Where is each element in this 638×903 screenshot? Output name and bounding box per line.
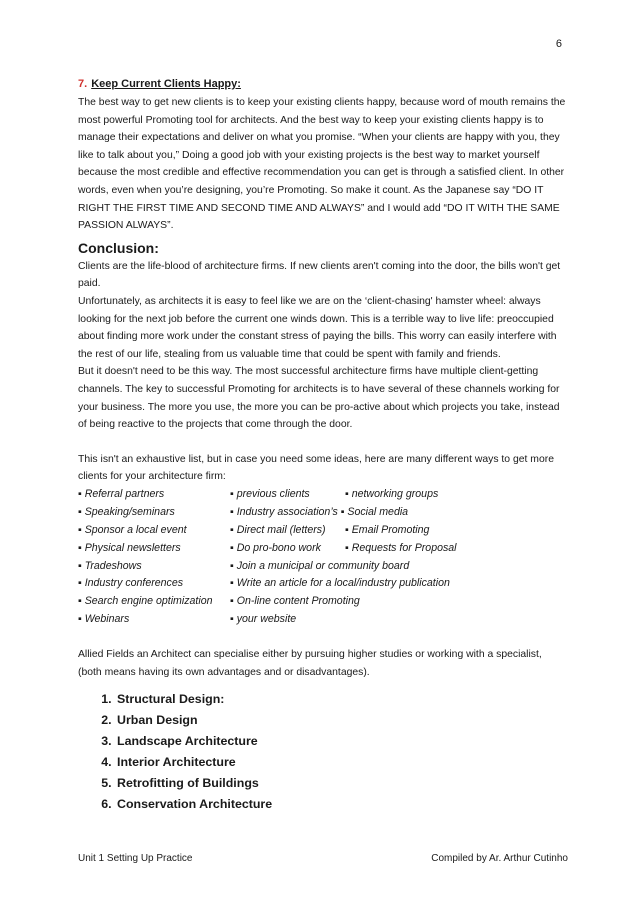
list-row [78, 540, 568, 558]
list-row [78, 522, 568, 540]
list-item: 2. Urban Design [115, 710, 568, 731]
list-item: ▪ Webinars [78, 613, 130, 626]
list-item: 4. Interior Architecture [115, 752, 568, 773]
list-row [78, 593, 568, 611]
list-item: 5. Retrofitting of Buildings [115, 773, 568, 794]
allied-fields-intro: Allied Fields an Architect can specialise either by pursuing higher studies or working with a specialist, (both means having its own advantages and or disadvantages). [78, 649, 542, 678]
list-row [78, 486, 568, 504]
list-item: ▪ Speaking/seminars [78, 505, 175, 518]
list-item: ▪ Email Promoting [345, 523, 430, 536]
list-item: 6. Conservation Architecture [115, 794, 568, 815]
list-row [78, 558, 568, 576]
list-item: ▪ Sponsor a local event [78, 523, 187, 536]
page-footer [78, 853, 568, 864]
list-item: ▪ Search engine optimization [78, 595, 213, 608]
list-item: ▪ On-line content Promoting [230, 595, 360, 608]
conclusion-paragraph-4: This isn't an exhaustive list, but in case you need some ideas, here are many different ways to get more clients for your architecture firm: [78, 453, 554, 483]
list-item: ▪ Industry conferences [78, 577, 184, 590]
list-item: ▪ Industry association’s ▪ Social media [230, 505, 409, 518]
list-item: ▪ Do pro-bono work [230, 541, 321, 554]
list-item: ▪ Join a municipal or community board [230, 559, 410, 572]
list-item: ▪ Write an article for a local/industry publication [230, 577, 450, 590]
list-row [78, 611, 568, 629]
client-ways-list [78, 486, 568, 629]
conclusion-paragraph-3: But it doesn't need to be this way. The most successful architecture firms have multiple client-getting channels. The key to successful Promoting for architects is to have several of these channels working for your business. The more you use, the more you can be pro-active about which projects you take, instead of being reactive to the projects that come through the door. [78, 366, 560, 431]
conclusion-paragraph-2: Unfortunately, as architects it is easy to feel like we are on the ‘client-chasing' hamster wheel: always looking for the next job before the current one winds down. This is a terrible way to live life: preoccupied about finding more work under the constant stress of paying the bills. This worry can easily interfere with the rest of our life, stealing from us valuable time that could be spent with family and friends. [78, 295, 557, 360]
conclusion-paragraph-1: Clients are the life-blood of architecture firms. If new clients aren't coming into the door, the bills won't get paid. [78, 260, 561, 290]
list-item: ▪ previous clients [230, 487, 310, 500]
section-7-number: 7. [78, 78, 88, 90]
list-row [78, 575, 568, 593]
list-item: ▪ Referral partners [78, 487, 165, 500]
list-item: 1. Structural Design: [115, 689, 568, 710]
section-7-title: Keep Current Clients Happy: [91, 78, 241, 90]
page-number: 6 [555, 38, 562, 50]
list-item: 3. Landscape Architecture [115, 731, 568, 752]
footer-left: Unit 1 Setting Up Practice [78, 853, 193, 864]
list-item: ▪ Physical newsletters [78, 541, 181, 554]
list-item: ▪ your website [230, 613, 297, 626]
section-7-paragraph: The best way to get new clients is to keep your existing clients happy, because word of mouth remains the most powerful Promoting tool for architects. And the best way to keep your existing clients happy is to manage their expectations and deliver on what you promise. “When your clients are happy with you, they like to talk about you,” Doing a good job with your existing projects is the best way to market yourself because the most credible and effective recommendation you can get is through a satisfied client. In other words, even when you’re designing, you’re Promoting. So make it count. As the Japanese say “DO IT RIGHT THE FIRST TIME AND SECOND TIME AND ALWAYS” and I would add “DO IT WITH THE SAME PASSION ALWAYS”. [78, 97, 566, 232]
page-content [78, 76, 568, 815]
list-item: ▪ networking groups [345, 487, 439, 500]
allied-fields-list [78, 689, 568, 815]
conclusion-heading: Conclusion: [78, 239, 159, 256]
list-row [78, 504, 568, 522]
footer-right: Compiled by Ar. Arthur Cutinho [431, 853, 568, 864]
section-7-heading [78, 76, 568, 92]
list-item: ▪ Direct mail (letters) [230, 523, 326, 536]
list-item: ▪ Tradeshows [78, 559, 142, 572]
list-item: ▪ Requests for Proposal [345, 541, 457, 554]
